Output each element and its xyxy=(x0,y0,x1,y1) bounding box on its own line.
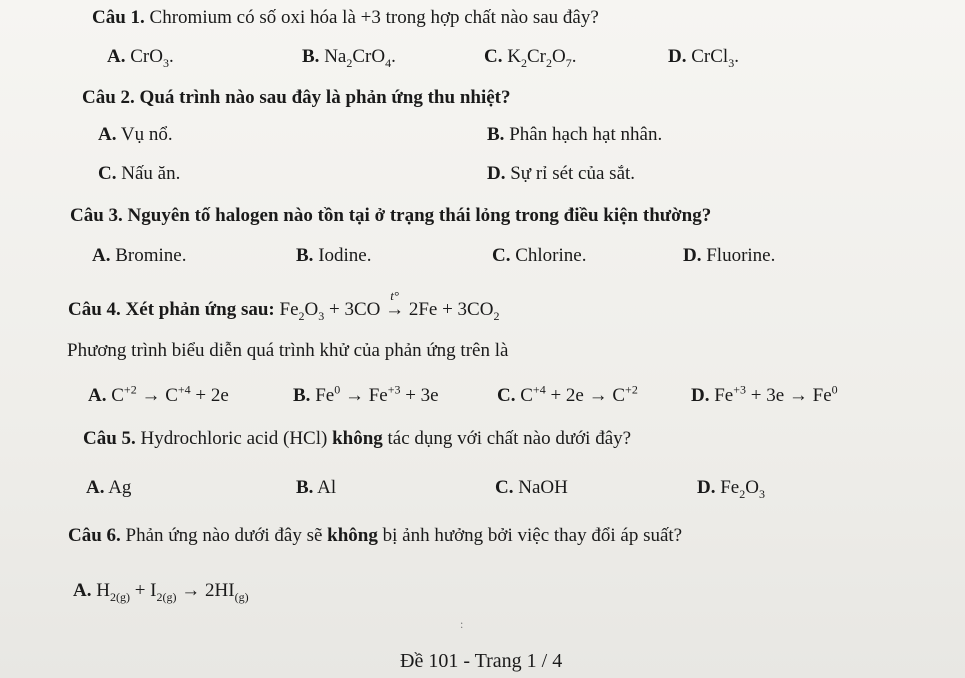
question-4-text: Xét phản ứng sau: xyxy=(125,299,275,320)
arrow-icon: → xyxy=(344,385,364,406)
question-4-subquestion: Phương trình biểu diễn quá trình khử của phản ứng trên là xyxy=(67,340,509,361)
question-4 xyxy=(68,288,500,323)
arrow-icon: → xyxy=(181,580,201,601)
q6-option-a[interactable]: A. $H_{2(g)} + I_{2(g)} \to 2HI_{(g)}$ xyxy=(73,580,249,604)
q2-option-c[interactable]: C. Nấu ăn. xyxy=(98,163,181,184)
question-2 xyxy=(82,87,511,109)
q3-option-c[interactable]: C. Chlorine. xyxy=(492,245,587,266)
q1-option-a[interactable]: A. CrO$_3$. xyxy=(107,46,174,70)
q5-option-c[interactable]: C. NaOH xyxy=(495,477,568,498)
question-5-emphasis: không xyxy=(332,428,383,449)
q5-option-b[interactable]: B. Al xyxy=(296,477,337,498)
q2-option-d[interactable]: D. Sự rỉ sét của sắt. xyxy=(487,163,636,184)
q4-option-b[interactable]: B. $Fe^0 \to Fe^{+3} + 3e$ xyxy=(293,382,439,406)
q1-option-d[interactable]: D. CrCl$_3$. xyxy=(668,46,739,70)
q1-option-c[interactable]: C. $K_2Cr_2O_7$. xyxy=(484,46,577,70)
q2-option-a[interactable]: A. Vụ nổ. xyxy=(98,124,173,145)
reaction-condition: t° xyxy=(390,288,399,303)
stray-mark: : xyxy=(460,617,464,631)
question-6 xyxy=(68,525,682,547)
question-3-label: Câu 3. xyxy=(70,205,123,226)
question-6-emphasis: không xyxy=(327,525,378,546)
question-6-label: Câu 6. xyxy=(68,525,121,546)
question-2-text: Quá trình nào sau đây là phản ứng thu nhiệt? xyxy=(139,87,511,108)
arrow-icon: → xyxy=(141,385,161,406)
question-5 xyxy=(83,428,631,450)
q4-option-d[interactable]: D. $Fe^{+3} + 3e \to Fe^0$ xyxy=(691,382,838,406)
q4-option-a[interactable]: A. $C^{+2} \to C^{+4} + 2e$ xyxy=(88,382,229,406)
question-3-text: Nguyên tố halogen nào tồn tại ở trạng thái lỏng trong điều kiện thường? xyxy=(127,205,712,226)
question-5-text-before: Hydrochloric acid (HCl) xyxy=(140,428,328,449)
arrow-icon: → xyxy=(588,385,608,406)
question-4-label: Câu 4. xyxy=(68,299,121,320)
q3-option-b[interactable]: B. Iodine. xyxy=(296,245,372,266)
arrow-icon: → xyxy=(788,385,808,406)
question-3 xyxy=(70,205,711,227)
reaction-arrow-icon: → xyxy=(385,299,405,320)
page-footer: Đề 101 - Trang 1 / 4 xyxy=(400,650,563,672)
q5-option-a[interactable]: A. Ag xyxy=(86,477,132,498)
q5-option-d[interactable]: D. $Fe_2O_3$ xyxy=(697,477,765,501)
question-6-text-after: bị ảnh hưởng bởi việc thay đổi áp suất? xyxy=(382,525,683,546)
q3-option-d[interactable]: D. Fluorine. xyxy=(683,245,776,266)
question-5-text-after: tác dụng với chất nào dưới đây? xyxy=(387,428,632,449)
reaction-equation: $Fe_2O_3 + 3CO$ t° → $2Fe + 3CO_2$ xyxy=(280,299,500,320)
question-6-text-before: Phản ứng nào dưới đây sẽ xyxy=(125,525,323,546)
question-2-label: Câu 2. xyxy=(82,87,135,108)
q1-option-b[interactable]: B. $Na_2CrO_4$. xyxy=(302,46,396,70)
q4-option-c[interactable]: C. $C^{+4} + 2e \to C^{+2}$ xyxy=(497,382,638,406)
question-5-label: Câu 5. xyxy=(83,428,136,449)
q3-option-a[interactable]: A. Bromine. xyxy=(92,245,187,266)
q2-option-b[interactable]: B. Phân hạch hạt nhân. xyxy=(487,124,663,145)
question-1-text: Chromium có số oxi hóa là +3 trong hợp chất nào sau đây? xyxy=(149,7,599,28)
question-1-label: Câu 1. xyxy=(92,7,145,28)
question-1 xyxy=(92,7,599,29)
